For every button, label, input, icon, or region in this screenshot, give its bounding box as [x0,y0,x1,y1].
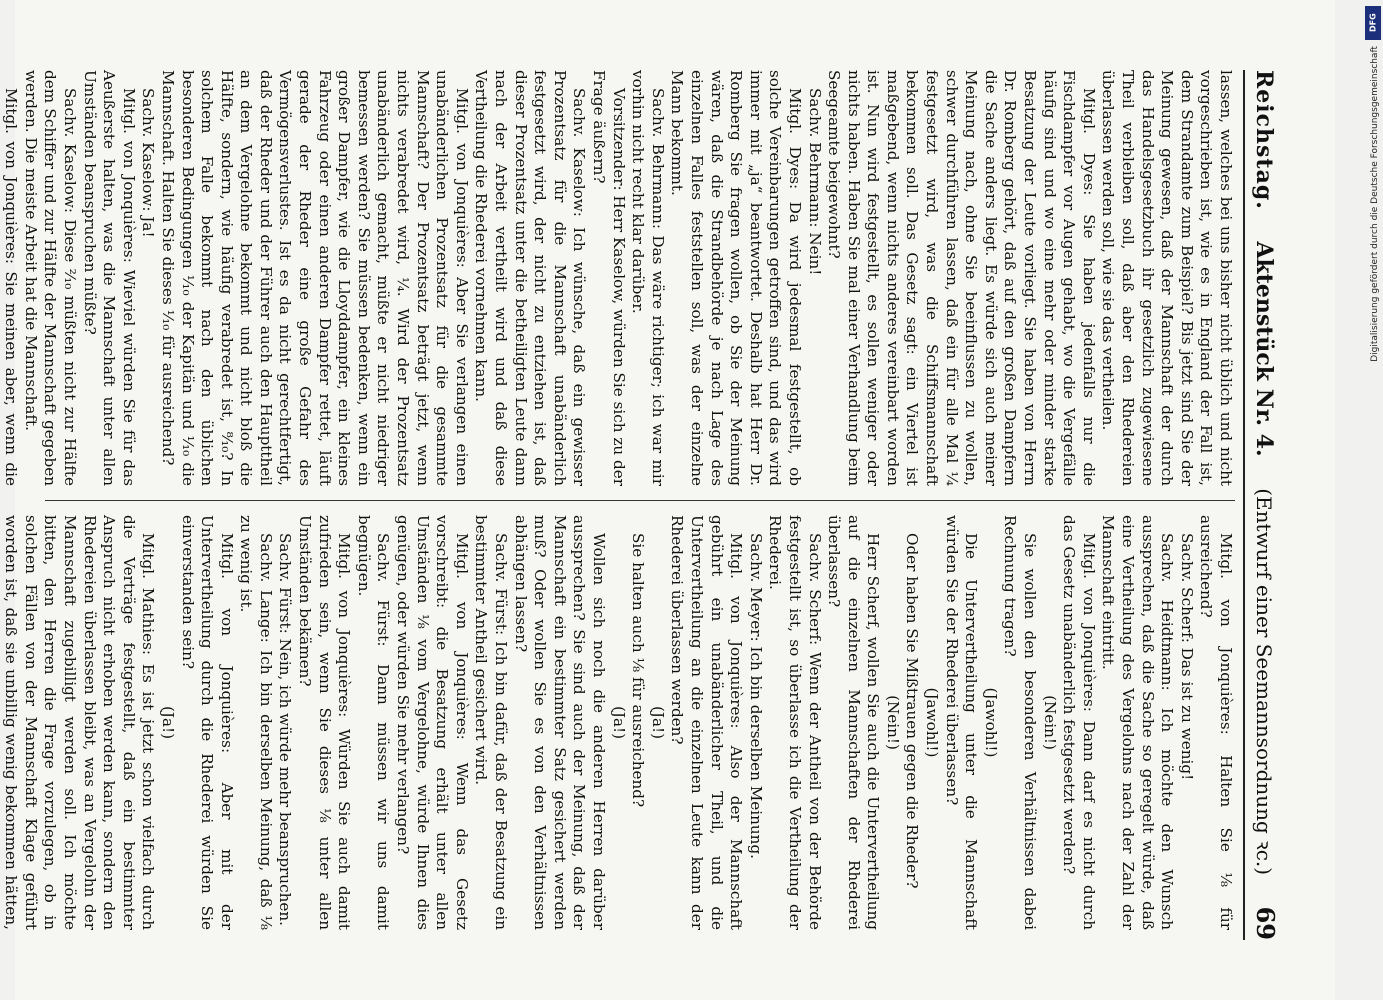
paragraph: (Ja!) [158,705,177,740]
paragraph: (Nein!) [883,695,902,750]
paragraph: Sachv. Behrmann: Nein! [805,88,824,276]
paragraph: (Ja!) [648,705,667,740]
left-column [2,70,1235,500]
paragraph: Mitgl. von Jonquières: Halten Sie ⅛ für ausreichend? [1197,515,1235,930]
paragraph: Mitgl. von Jonquières: Sie meinen aber, wenn die [2,88,21,486]
paragraph: (Jawohl!) [981,687,1000,758]
right-column [2,500,1235,930]
header-title: (Entwurf einer Seemannsordnung ꝛc.) [1252,488,1276,876]
document-page [2,0,1335,1000]
paragraph: Herr Scherf, wollen Sie auch die Untervertheilung auf die einzelnen Mannschaften der Rhederei überlassen? [825,515,883,930]
paragraph: Sachv. Fürst: Nein, ich würde mehr beanspruchen. [276,533,295,926]
dfg-logo: DFG [1365,6,1381,40]
paragraph: Mitgl. von Jonquières: Wenn das Gesetz vorschreibt: die Besatzung erhält unter allen Umständen ⅛ vom Vergelohne, würde Ihnen dies genügen, oder würden Sie mehr verlangen? [394,515,471,930]
paragraph: Sachv. Fürst: Ich bin dafür, daß der Besatzung ein bestimmter Antheil gesichert wird. [472,515,511,930]
paragraph: Mitgl. Mathies: Es ist jetzt schon vielfach durch die Verträge festgestellt, daß ein bestimmter Anspruch nicht erhoben werden kann, sondern den Rhedereien überlassen bleibt, was an Vergelohn der Mannschaft zugebilligt werden soll. Ich möchte bitten, den Herren die Frage vorzulegen, ob in solchen Fällen von der Mannschaft Klage geführt worden ist, daß sie unbillig wenig bekommen hätten, [2,515,158,930]
paragraph: Sachv. Fürst: Dann müssen wir uns damit begnügen. [354,515,393,930]
paragraph: Mitgl. von Jonquières: Wieviel würden Sie für das Aeußerste halten, was die Mannschaft unter allen Umständen beanspruchen müßte? [80,70,138,486]
digitization-note: Digitalisierung gefördert durch die Deutsche Forschungsgemeinschaft [1370,46,1380,362]
paragraph: Mitgl. Dyes: Da wird jedesmal festgestellt, ob solche Vereinbarungen getroffen sind, und das wird immer mit „ja“ beantwortet. Deshalb hat Herr Dr. Romberg Sie fragen wollen, ob Sie der Meinung wären, daß die Strandbehörde je nach Lage des einzelnen Falles feststellen soll, was der einzelne Mann bekommt. [668,70,804,486]
text-columns [2,70,1235,940]
paragraph: Sachv. Kaselow: Diese ²⁄₁₀ müßten nicht zur Hälfte dem Schiffer und zur Hälfte der Mannschaft gegeben werden. Die meiste Arbeit hat die Mannschaft. [21,70,79,486]
paragraph: Sachv. Lange: Ich bin derselben Meinung, daß ⅛ zu wenig ist. [237,515,275,930]
page-number: 69 [1251,906,1280,940]
paragraph: Sachv. Scherf: Das ist zu wenig! [1177,533,1196,781]
paragraph: Mitgl. Dyes: Sie haben jedenfalls nur die Fischdampfer vor Augen gehabt, wo die Vergefälle häufig sind und wo eine mehr oder minder starke Besatzung der Leute vorliegt. Sie haben von Herrn Dr. Romberg gehört, daß auf den großen Dampfern die Sache anders liegt. Es würde sich auch meiner Meinung nach, ohne Sie beeinflussen zu wollen, schwer durchführen lassen, daß ein für alle Mal ¼ festgesetzt wird, was die Schiffsmannschaft bekommen soll. Das Gesetz sagt: ein Viertel ist maßgebend, wenn nichts anderes vereinbart worden ist. Nun wird festgestellt, es sollen weniger oder nichts haben. Haben Sie mal einer Verhandlung beim Seegeamte beigewohnt? [825,70,1098,486]
paragraph: Sachv. Kaselow: Ja! [139,88,158,238]
paragraph: (Ja!) [609,705,628,740]
paragraph: Mitgl. von Jonquières: Aber Sie verlangen einen unabänderlichen Prozentsatz für die gesammte Mannschaft? Der Prozentsatz beträgt jetzt, wenn nichts verabredet wird, ¼. Wird der Prozentsatz unabänderlich gemacht, müßte er nicht niedriger bemessen werden? Sie müssen bedenken, wenn ein großer Dampfer, wie die Lloyddampfer, ein kleines Fahrzeug oder einen anderen Dampfer rettet, läuft gerade der Rheder eine große Gefahr des Vermögensverlustes. Ist es da nicht gerechtfertigt, daß der Rheder und der Führer auch den Haupttheil an dem Vergelohne bekommt und nicht bloß die Hälfte, sondern, wie häufig verabredet ist, ⁸⁄₁₀? In solchem Falle bekommt nach den üblichen besonderen Bedingungen ¹⁄₁₀ der Kapitän und ¹⁄₁₀ die Mannschaft. Halten Sie dieses ¹⁄₁₀ für ausreichend? [158,70,471,486]
page-header [1243,70,1293,940]
paragraph: Sachv. Behrmann: Das wäre richtiger; ich war mir vorhin nicht recht klar darüber. [629,70,667,486]
paragraph: Vorsitzender: Herr Kaselow, würden Sie sich zu der Frage äußern? [590,70,628,486]
paragraph: Sachv. Heidtmann: Ich möchte den Wunsch aussprechen, daß die Sache so geregelt würde, daß eine Vertheilung des Vergelohns nach der Zahl der Mannschaft eintritt. [1099,515,1177,930]
paragraph: Mitgl. von Jonquières: Dann darf es nicht durch das Gesetz unabänderlich festgesetzt werden? [1060,515,1098,930]
paragraph: lassen, welches bei uns bisher nicht üblich und nicht vorgeschrieben ist, wie es in England der Fall ist, dem Strandamte zum Beispiel? Bis jetzt sind Sie der Meinung gewesen, daß der Mannschaft der durch das Handelsgesetzbuch ihr gesetzlich zugewiesene Theil verbleiben soll, daß aber den Rhedereien überlassen werden soll, wie sie das vertheilen. [1099,70,1235,486]
paragraph: (Jawohl!) [923,687,942,758]
paragraph: Sachv. Meyer: Ich bin derselben Meinung. [746,533,765,860]
paragraph: Sie wollen den besonderen Verhältnissen dabei Rechnung tragen? [1001,515,1040,930]
paragraph: Mitgl. von Jonquières: Würden Sie auch damit zufrieden sein, wenn Sie dieses ⅛ unter allen Umständen bekämen? [296,515,354,930]
paragraph: Die Untervertheilung unter die Mannschaft würden Sie der Rhederei überlassen? [942,515,981,930]
paragraph: (Nein!) [1040,695,1059,750]
paragraph: Sachv. Kaselow: Ich wünsche, daß ein gewisser Prozentsatz für die Mannschaft unabänderlich festgesetzt wird, der nicht zu entziehen ist, daß dieser Prozentsatz unter die betheiligten Leute dann nach der Arbeit vertheilt wird und daß diese Vertheilung die Rhederei vornehmen kann. [472,70,589,486]
paragraph: Oder haben Sie Mißtrauen gegen die Rheder? [903,533,922,889]
header-left: Reichstag. [1251,70,1277,210]
paragraph: Sachv. Scherf: Wenn der Antheil von der Behörde festgestellt ist, so überlasse ich die Vertheilung der Rhederei. [766,515,824,930]
paragraph: Wollen sich noch die anderen Herren darüber aussprechen? Sie sind auch der Meinung, daß der Mannschaft ein bestimmter Satz gesichert werden muß? Oder wollen Sie es von den Verhältnissen abhängen lassen? [511,515,608,930]
paragraph: Mitgl. von Jonquières: Aber mit der Untervertheilung durch die Rhederei würden Sie einverstanden sein? [178,515,236,930]
header-document-number: Aktenstück Nr. 4. [1251,241,1277,457]
paragraph: Sie halten auch ⅛ für ausreichend? [629,533,648,808]
paragraph: Mitgl. von Jonquières: Also der Mannschaft gebührt ein unabänderlicher Theil, und die Untervertheilung an die einzelnen Leute kann der Rhederei überlassen werden? [668,515,746,930]
